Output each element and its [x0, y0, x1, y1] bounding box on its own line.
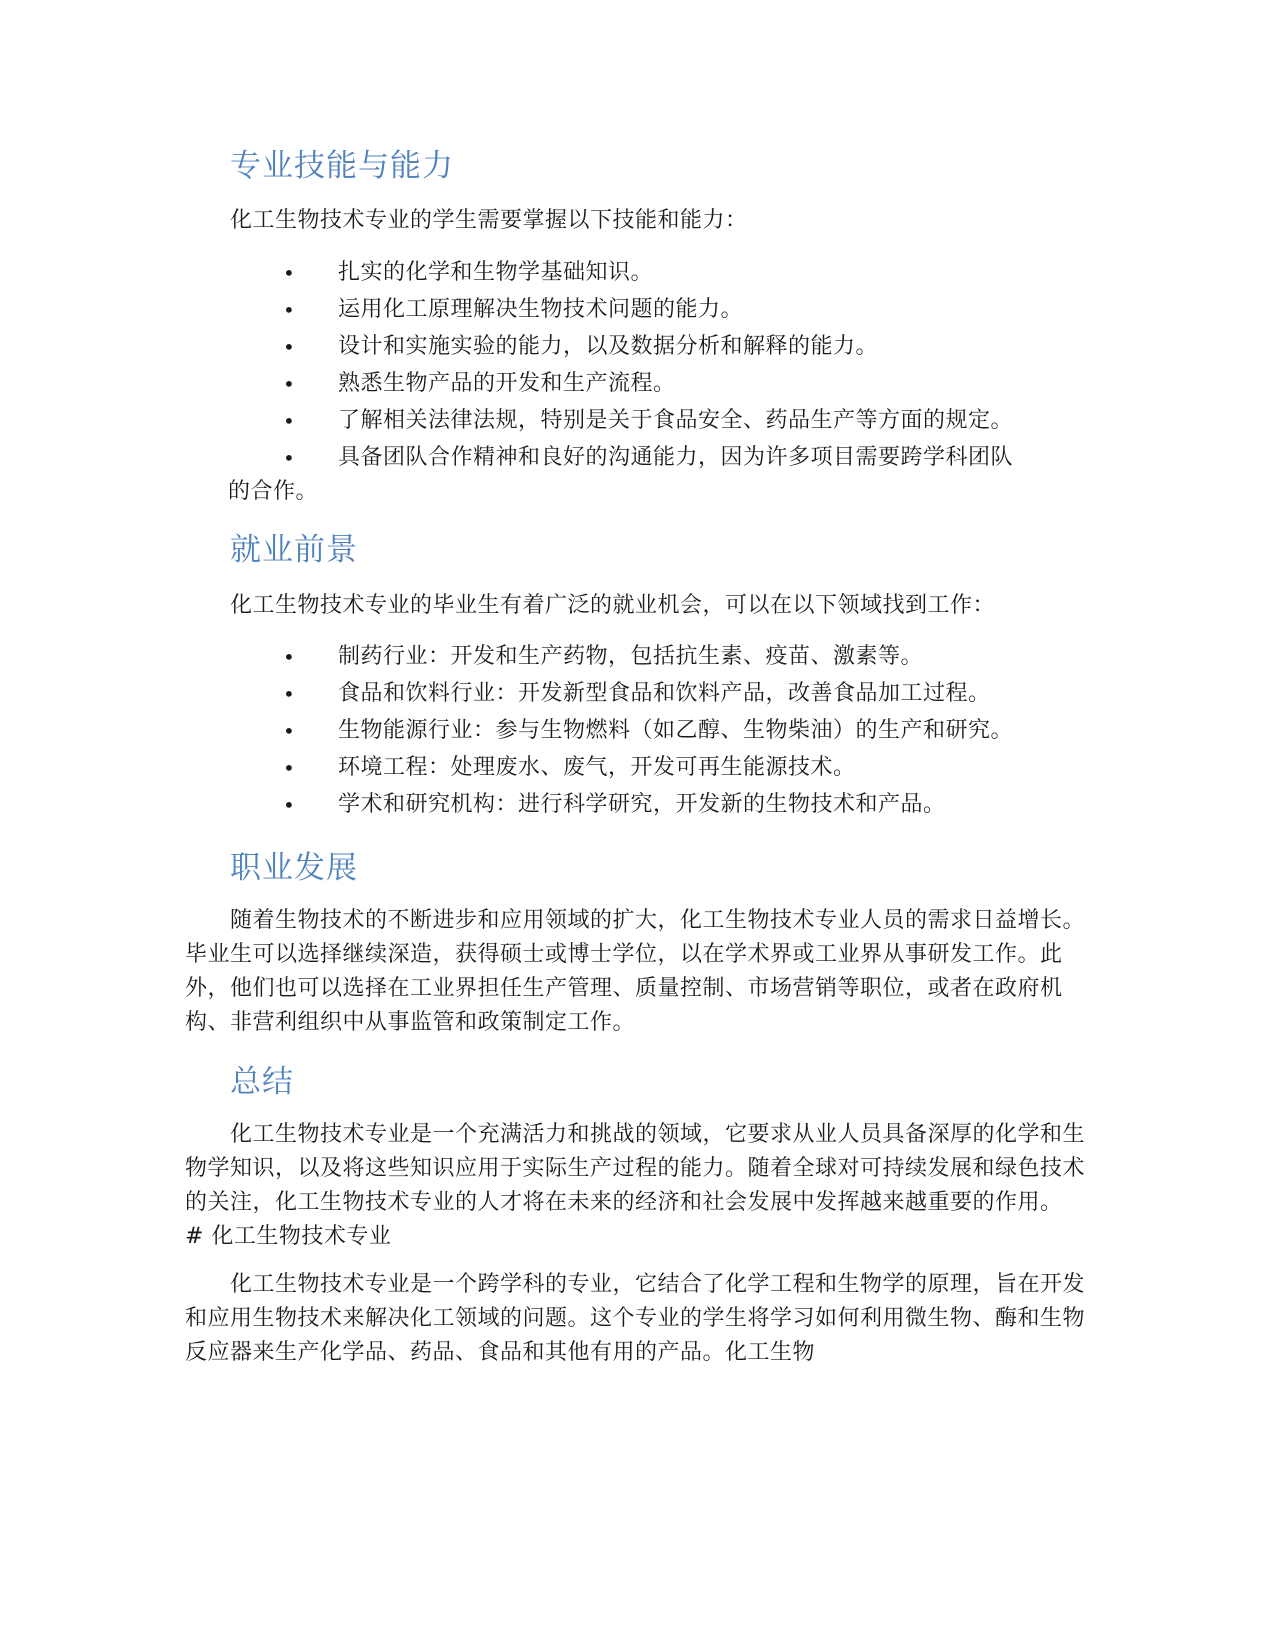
list-item: • 生物能源行业：参与生物燃料（如乙醇、生物柴油）的生产和研究。 — [185, 714, 1090, 748]
list-item: • 设计和实施实验的能力，以及数据分析和解释的能力。 — [185, 330, 1090, 364]
bullet-icon: • — [283, 682, 296, 706]
bullet-icon: • — [283, 793, 296, 817]
intro-paragraph: 化工生物技术专业是一个跨学科的专业，它结合了化学工程和生物学的原理，旨在开发和应用生物技术来解决化工领域的问题。这个专业的学生将学习如何利用微生物、酶和生物反应器来生产化学品、药品、食品和其他有用的产品。化工生物 — [185, 1272, 1086, 1365]
list-item: • 熟悉生物产品的开发和生产流程。 — [185, 367, 1090, 401]
section-heading-career: 职业发展 — [230, 850, 358, 886]
section-heading-summary: 总结 — [230, 1064, 294, 1100]
list-item: • 食品和饮料行业：开发新型食品和饮料产品，改善食品加工过程。 — [185, 677, 1090, 711]
skills-list-item-continuation: 的合作。 — [228, 479, 319, 504]
list-item: • 扎实的化学和生物学基础知识。 — [185, 256, 1090, 290]
summary-paragraph: 化工生物技术专业是一个充满活力和挑战的领域，它要求从业人员具备深厚的化学和生物学知识，以及将这些知识应用于实际生产过程的能力。随着全球对可持续发展和绿色技术的关注，化工生物技术专业的人才将在未来的经济和社会发展中发挥越来越重要的作用。 # 化工生物技术专业 — [185, 1122, 1086, 1249]
prospects-list — [185, 640, 1090, 822]
section-heading-skills: 专业技能与能力 — [230, 148, 454, 184]
bullet-icon: • — [283, 756, 296, 780]
skills-list — [185, 256, 1090, 475]
bullet-icon: • — [283, 409, 296, 433]
list-item: • 学术和研究机构：进行科学研究，开发新的生物技术和产品。 — [185, 788, 1090, 822]
bullet-icon: • — [283, 372, 296, 396]
list-item: • 环境工程：处理废水、废气，开发可再生能源技术。 — [185, 751, 1090, 785]
bullet-icon: • — [283, 298, 296, 322]
list-item: • 了解相关法律法规，特别是关于食品安全、药品生产等方面的规定。 — [185, 404, 1090, 438]
skills-intro: 化工生物技术专业的学生需要掌握以下技能和能力： — [230, 208, 748, 233]
bullet-icon: • — [283, 446, 296, 470]
bullet-icon: • — [283, 261, 296, 285]
list-item: • 具备团队合作精神和良好的沟通能力，因为许多项目需要跨学科团队 — [185, 441, 1090, 475]
bullet-icon: • — [283, 719, 296, 743]
bullet-icon: • — [283, 645, 296, 669]
section-heading-prospects: 就业前景 — [230, 532, 358, 568]
bullet-icon: • — [283, 335, 296, 359]
list-item: • 运用化工原理解决生物技术问题的能力。 — [185, 293, 1090, 327]
list-item: • 制药行业：开发和生产药物，包括抗生素、疫苗、激素等。 — [185, 640, 1090, 674]
prospects-intro: 化工生物技术专业的毕业生有着广泛的就业机会，可以在以下领域找到工作： — [230, 593, 996, 618]
career-paragraph: 随着生物技术的不断进步和应用领域的扩大，化工生物技术专业人员的需求日益增长。毕业生可以选择继续深造，获得硕士或博士学位，以在学术界或工业界从事研发工作。此外，他们也可以选择在工业界担任生产管理、质量控制、市场营销等职位，或者在政府机构、非营利组织中从事监管和政策制定工作。 — [185, 908, 1086, 1035]
